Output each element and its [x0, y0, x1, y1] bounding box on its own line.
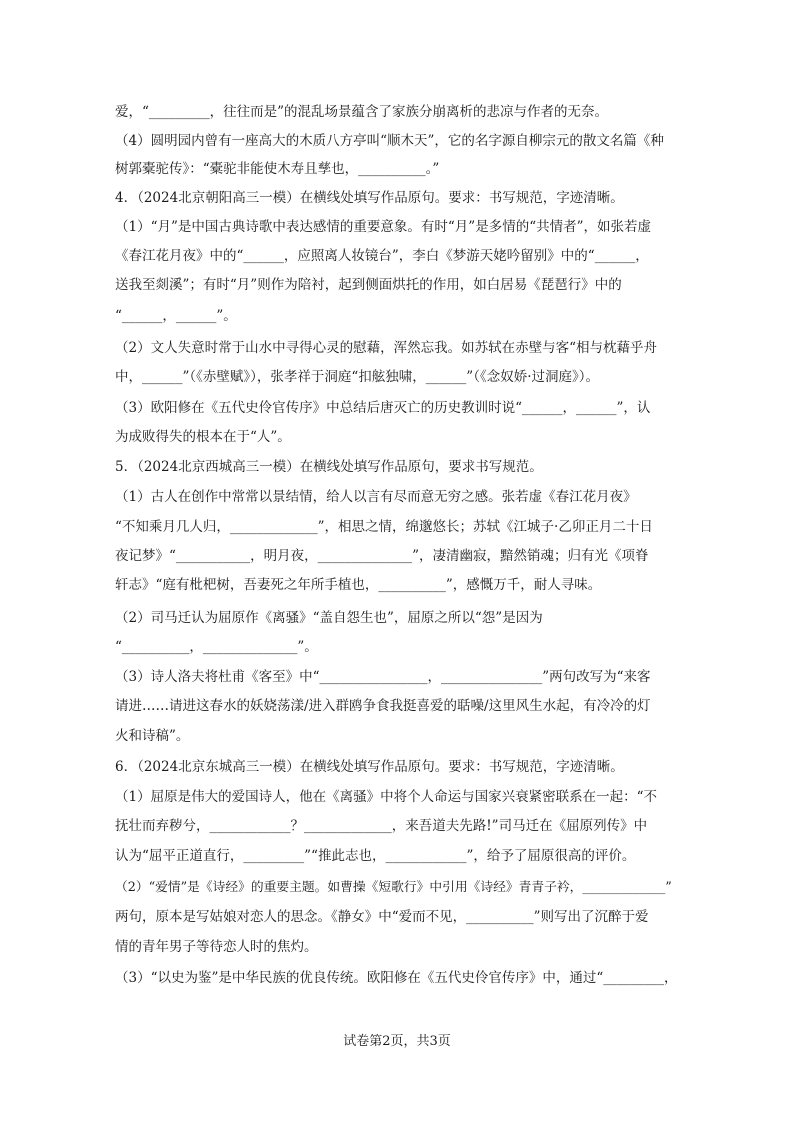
text-line: 情的青年男子等待恋人时的焦灼。 [115, 939, 318, 955]
text-line: （4）圆明园内曾有一座高大的木质八方亭叫“顺木天”，它的名字源自柳宗元的散文名篇《种 [115, 133, 664, 149]
text-line: 请进……请进这春水的妖娆荡漾/进入群鸥争食我挺喜爱的聒噪/这里风生水起，有冷冷的灯 [115, 698, 651, 714]
text-line: （3）“以史为鉴”是中华民族的优良传统。欧阳修在《五代史伶官传序》中，通过“_________， [115, 970, 678, 986]
text-line: 爱，“_________，往往而是”的混乱场景蕴含了家族分崩离析的悲凉与作者的无奈。 [115, 104, 609, 120]
text-line: 送我至剡溪”；有时“月”则作为陪衬，起到侧面烘托的作用，如白居易《琵琶行》中的 [115, 277, 622, 293]
text-line: 认为“屈平正道直行，_________”“推此志也，____________”，给予了屈原很高的评价。 [115, 848, 636, 864]
text-line: 为成败得失的根本在于“人”。 [115, 429, 291, 445]
text-line: 《春江花月夜》中的“______，应照离人妆镜台”，李白《梦游天姥吟留别》中的“______， [115, 248, 649, 264]
question-heading: 6．（2024北京东城高三一模）在横线处填写作品原句。要求：书写规范，字迹清晰。 [115, 759, 624, 775]
text-line: （2）“爱情”是《诗经》的重要主题。如曹操《短歌行》中引用《诗经》青青子衿，_____________” [115, 880, 672, 895]
text-line: 夜记梦》“___________，明月夜，______________”，凄清幽寂，黯然销魂；归有光《项脊 [115, 548, 649, 564]
text-line: 轩志》“庭有枇杷树，吾妻死之年所手植也，__________”，感慨万千，耐人寻味。 [115, 577, 602, 593]
text-line: 火和诗稿”。 [115, 728, 190, 744]
text-line: 抚壮而弃秽兮，____________？_____________，来吾道夫先路!”司马迁在《屈原列传》中 [115, 818, 648, 834]
text-line: （3）欧阳修在《五代史伶官传序》中总结后唐灭亡的历史教训时说“______，______”，认 [115, 400, 651, 416]
text-line: “______，______”。 [115, 308, 237, 324]
text-line: 树郭橐驼传》：“橐驼非能使木寿且孳也，__________。” [115, 161, 440, 177]
text-line: （3）诗人洛夫将杜甫《客至》中“________________，_______________”两句改写为“来客 [115, 669, 651, 685]
question-heading: 5．（2024北京西城高三一模）在横线处填写作品原句，要求书写规范。 [115, 459, 543, 475]
text-line: “不知乘月几人归，_____________”，相思之情，绵邈悠长；苏轼《江城子·乙卯正月二十日 [115, 519, 653, 535]
question-heading: 4．（2024北京朝阳高三一模）在横线处填写作品原句。要求：书写规范，字迹清晰。 [115, 190, 624, 206]
text-line: （2）文人失意时常于山水中寻得心灵的慰藉，浑然忘我。如苏轼在赤壁与客“相与枕藉乎舟 [115, 340, 657, 356]
text-line: （1）“月”是中国古典诗歌中表达感情的重要意象。有时“月”是多情的“共情者”，如张若虚 [115, 219, 651, 235]
text-line: （1）屈原是伟大的爱国诗人，他在《离骚》中将个人命运与国家兴衰紧密联系在一起：“不 [115, 789, 657, 805]
text-line: （2）司马迁认为屈原作《离骚》“盖自怨生也”，屈原之所以“怨”是因为 [115, 610, 543, 626]
text-line: （1）古人在创作中常常以景结情，给人以言有尽而意无穷之感。张若虚《春江花月夜》 [115, 489, 637, 505]
page-footer: 试卷第2页，共3页 [343, 1034, 451, 1049]
text-line: 两句，原本是写姑娘对恋人的思念。《静女》中“爱而不见，__________”则写出了沉醉于爱 [115, 909, 649, 925]
text-line: “__________，______________”。 [115, 639, 318, 655]
text-line: 中，______”（《赤壁赋》），张孝祥于洞庭“扣舷独啸，______”（《念奴娇·过洞庭》）。 [115, 369, 599, 385]
